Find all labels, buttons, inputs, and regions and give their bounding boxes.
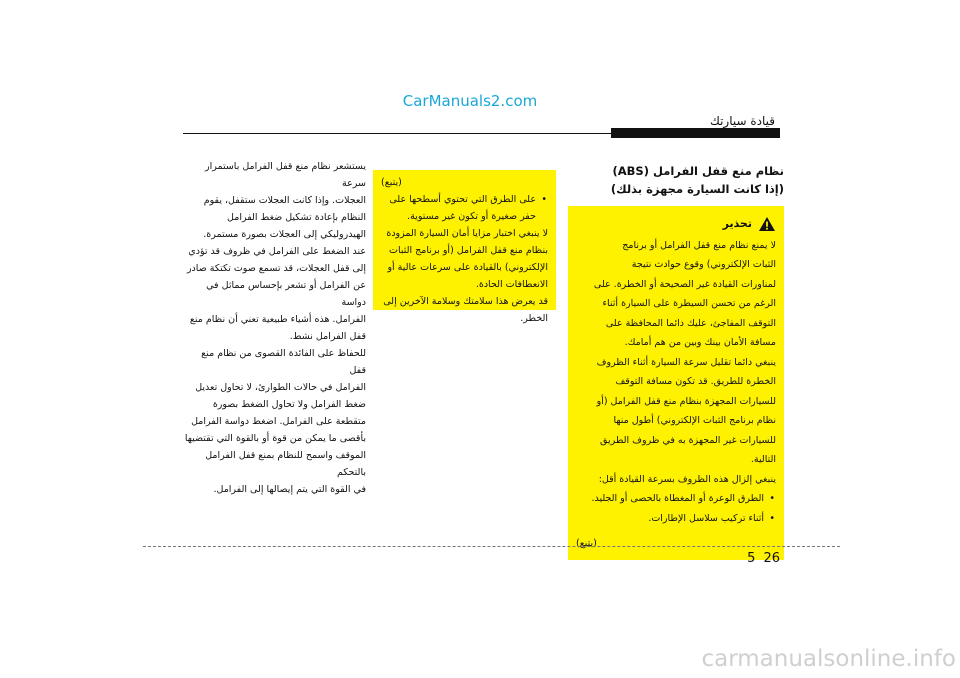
warning-line: نظام برنامج الثبات الإلكتروني) أطول منها	[613, 415, 776, 426]
body-line: العجلات. وإذا كانت العجلات ستقفل، يقوم	[203, 195, 366, 206]
middle-line: الانعطافات الحادة.	[475, 279, 548, 290]
body-line: متقطعة على الفرامل. اضغط دواسة الفرامل	[191, 416, 366, 427]
warning-bullet-list	[576, 489, 776, 528]
list-item: • الطرق الوعرة أو المغطاة بالحصى أو الجليد.	[576, 489, 764, 509]
warning-body	[576, 236, 776, 490]
warning-line: لا يمنع نظام منع قفل الفرامل أو برنامج	[622, 239, 776, 251]
warning-line: الثبات الإلكتروني) وقوع حوادث نتيجة	[631, 259, 776, 270]
body-line: ضغط الفرامل ولا تحاول الضغط بصورة	[212, 399, 366, 410]
section-heading	[568, 162, 784, 198]
body-line: بأقصى ما يمكن من قوة أو بالقوة التي تقتضيها	[184, 433, 366, 444]
body-line: قفل الفرامل نشط.	[289, 331, 366, 342]
watermark-carmanuals2: CarManuals2.com	[402, 92, 538, 110]
body-line: الموقف واسمح للنظام بمنع قفل الفرامل بالتحكم	[205, 450, 366, 478]
warning-box-continued	[373, 170, 556, 324]
warning-intro: ينبغي إلزال هذه الظروف بسرعة القيادة أقل:	[598, 473, 776, 485]
body-line: إلى قفل العجلات، قد تسمع صوت تكتكة صادر	[186, 263, 366, 274]
warning-triangle-icon	[758, 216, 776, 232]
body-line: الفرامل. هذه أشياء طبيعية تعني أن نظام منع	[189, 314, 366, 325]
warning-header	[576, 214, 776, 234]
middle-line: قد يعرض هذا سلامتك وسلامة الآخرين إلى	[383, 296, 548, 307]
body-line: يستشعر نظام منع قفل الفرامل باستمرار سرعة	[205, 161, 366, 189]
body-line: عند الضغط على الفرامل في ظروف قد تؤدي	[188, 246, 366, 257]
page-number	[747, 551, 780, 566]
warning-line: التوقف المفاجئ، عليك دائما المحافظة على	[605, 317, 776, 329]
heading-line-1: نظام منع قفل الفرامل (ABS)	[612, 164, 784, 178]
body-line: عن الفرامل أو تشعر بإحساس مماثل في دواسة	[206, 280, 366, 308]
body-line: النظام بإعادة تشكيل ضغط الفرامل	[227, 212, 366, 223]
section-label: قيادة سيارتك	[709, 114, 775, 128]
middle-line: لا ينبغي اختبار مزايا أمان السيارة المزودة	[386, 228, 548, 239]
list-item: • على الطرق التي تحتوي أسطحها على حفر صغيرة أو تكون غير مستوية.	[381, 191, 536, 225]
middle-line: الخطر.	[520, 313, 548, 324]
body-line: الفرامل في حالات الطوارئ، لا تحاول تعديل	[195, 382, 366, 393]
body-line: للحفاظ على الفائدة القصوى من نظام منع قفل	[201, 348, 366, 376]
body-line: في القوة التي يتم إيصالها إلى الفرامل.	[213, 484, 366, 495]
page-number-value: 26	[763, 551, 780, 566]
header-bar	[611, 128, 780, 138]
warning-line: ينبغي دائما تقليل سرعة السيارة أثناء الظروف	[596, 356, 776, 368]
body-line: الهيدروليكي إلى العجلات بصورة مستمرة.	[203, 229, 366, 240]
header-rule	[183, 133, 611, 134]
warning-line: الرغم من تحسن السيطرة على السيارة أثناء	[602, 298, 776, 309]
right-column	[568, 162, 784, 560]
warning-line: الخطرة للطريق. قد تكون مسافة التوقف	[615, 376, 776, 387]
warning-line: التالية.	[750, 454, 776, 465]
footer-dashed-rule	[143, 546, 840, 547]
left-column-body	[183, 158, 366, 498]
middle-bullet-list	[381, 191, 548, 225]
middle-line: الإلكتروني) بالقيادة على سرعات عالية أو	[387, 262, 548, 273]
warning-line: للسيارات المجهزة بنظام منع قفل الفرامل (أو	[596, 395, 776, 407]
warning-line: للسيارات غير المجهزة به في ظروف الطريق	[600, 434, 776, 446]
list-item: • أثناء تركيب سلاسل الإطارات.	[576, 509, 764, 529]
chapter-number: 5	[747, 551, 756, 566]
continued-label: (يتبع)	[381, 177, 402, 188]
warning-title: تحذير	[722, 217, 752, 230]
heading-line-2: (إذا كانت السيارة مجهزة بذلك)	[610, 182, 784, 196]
watermark-carmanualsonline: carmanualsonline.info	[701, 646, 956, 672]
warning-box	[568, 206, 784, 560]
continued-label: (يتبع)	[576, 538, 597, 549]
middle-line: بنظام منع قفل الفرامل (أو برنامج الثبات	[389, 245, 548, 256]
warning-line: مسافة الأمان بينك وبين من هم أمامك.	[624, 337, 776, 348]
warning-line: لمناورات القيادة غير الصحيحة أو الخطرة. على	[593, 278, 776, 290]
